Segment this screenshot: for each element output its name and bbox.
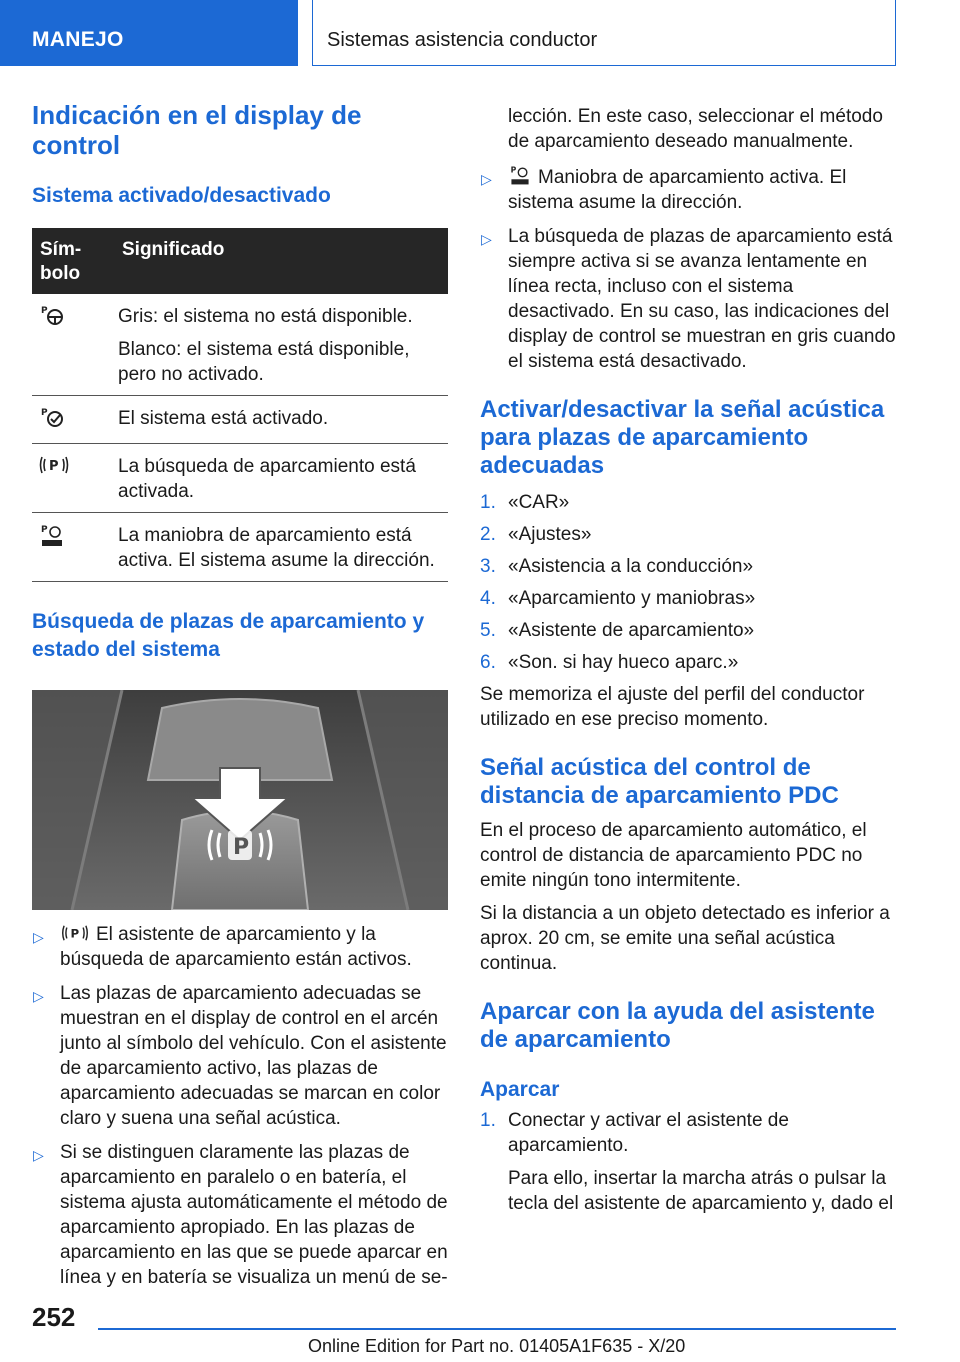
meaning-text: La maniobra de aparcamiento está activa. El sistema asume la dirección.	[118, 525, 435, 571]
footer-divider	[98, 1328, 896, 1330]
triangle-bullet-icon: ▷	[481, 231, 492, 247]
heading-aparcar: Aparcar	[480, 1078, 560, 1101]
triangle-bullet-icon: ▷	[33, 988, 44, 1004]
symbol-table	[32, 228, 448, 582]
list-item: 4. «Aparcamiento y maniobras»	[480, 588, 756, 609]
meaning-text: El sistema está activado.	[118, 408, 329, 429]
triangle-bullet-icon: ▷	[33, 1147, 44, 1163]
step-text: Para ello, insertar la marcha atrás o pulsar la tecla del asistente de aparcamiento y, dado el	[508, 1168, 894, 1214]
step-text: «Son. si hay hueco aparc.»	[508, 652, 739, 673]
heading-system-status: Sistema activado/desactivado	[32, 184, 331, 207]
pdc-text-1: En el proceso de aparcamiento automático, el control de distancia de aparcamiento PDC no emite ningún tono intermitente.	[480, 820, 867, 891]
triangle-bullet-icon: ▷	[481, 171, 492, 187]
parking-assistant-on-icon	[38, 406, 66, 428]
step-text: Conectar y activar el asistente de aparcamiento.	[508, 1110, 789, 1156]
meaning-text: La búsqueda de aparcamiento está activada.	[118, 456, 416, 502]
step-text: «Asistencia a la conducción»	[508, 556, 754, 577]
menu-steps	[480, 490, 896, 675]
list-item	[480, 224, 896, 374]
svg-text:P: P	[49, 459, 59, 474]
page-header	[0, 0, 960, 66]
svg-text:P: P	[233, 835, 250, 860]
parking-search-bullets	[32, 922, 448, 1290]
bullet-text: Las plazas de aparcamiento adecuadas se muestran en el display de control en el arcén junto al símbolo del vehículo. Con el asistente de aparcamiento activo, las plazas de aparcamiento adecuadas se marcan en color claro y suena una señal acústica.	[60, 983, 447, 1129]
bullet-text: Si se distinguen claramente las plazas de aparcamiento en paralelo o en batería, el sistema ajusta automáticamente el método de aparcamiento apropiado. En las plazas de aparcamiento en las que se puede aparcar en línea y en batería se visualiza un menú de se-	[60, 1142, 448, 1288]
list-item	[480, 164, 896, 215]
table-cell-icon	[32, 513, 114, 582]
list-item: 1. Conectar y activar el asistente de aparcamiento. Para ello, insertar la marcha atrás o pulsar la tecla del asistente de aparcamiento y, dado el	[480, 1108, 896, 1216]
table-row	[32, 444, 448, 513]
table-cell-icon	[32, 396, 114, 444]
park-steps	[480, 1108, 896, 1216]
step-text: «Aparcamiento y maniobras»	[508, 588, 756, 609]
svg-text:P: P	[41, 525, 48, 535]
table-cell-meaning	[114, 294, 448, 396]
table-row	[32, 396, 448, 444]
list-item	[32, 1140, 448, 1290]
list-item: 2. «Ajustes»	[480, 524, 592, 545]
table-cell-icon	[32, 294, 114, 396]
chapter-tab	[312, 0, 896, 66]
section-label: MANEJO	[32, 28, 124, 51]
step-text: «Asistente de aparcamiento»	[508, 620, 755, 641]
heading-parking-search: Búsqueda de plazas de aparcamiento y estado del sistema	[32, 610, 425, 661]
bullet-text: La búsqueda de plazas de aparcamiento está siempre activa si se avanza lentamente en línea recta, incluso con el sistema desactivado. En su caso, las indicaciones del display de control se muestran en gris cuando el sistema está desactivado.	[508, 226, 896, 372]
heading-pdc: Señal acústica del control de distancia de aparcamiento PDC	[480, 754, 839, 809]
table-cell-meaning	[114, 396, 448, 444]
list-item: 5. «Asistente de aparcamiento»	[480, 620, 755, 641]
table-row	[32, 513, 448, 582]
page-number: 252	[32, 1302, 76, 1332]
step-text: «Ajustes»	[508, 524, 592, 545]
heading-acoustic-signal: Activar/desactivar la señal acústica para plazas de aparcamiento adecuadas	[480, 396, 885, 479]
list-item: 1. «CAR»	[480, 492, 570, 513]
step-text: «CAR»	[508, 492, 570, 513]
svg-text:P: P	[70, 926, 80, 941]
parking-auto-steer-icon	[508, 164, 532, 186]
right-bullets	[480, 164, 896, 374]
pdc-text-2: Si la distancia a un objeto detectado es inferior a aprox. 20 cm, se emite una señal acústica continua.	[480, 903, 890, 974]
continuation-text: lección. En este caso, seleccionar el método de aparcamiento deseado manualmente.	[508, 106, 883, 152]
edition-text: Online Edition for Part no. 01405A1F635 - X/20	[308, 1336, 686, 1356]
table-cell-meaning	[114, 513, 448, 582]
parking-space-search-icon	[60, 923, 90, 943]
svg-text:P: P	[41, 306, 48, 316]
parking-assistant-off-icon	[38, 304, 66, 326]
heading-park-assist: Aparcar con la ayuda del asistente de aparcamiento	[480, 998, 875, 1053]
table-header-symbol: Sím- bolo	[32, 228, 114, 294]
table-cell-meaning	[114, 444, 448, 513]
table-row	[32, 294, 448, 396]
memo-text: Se memoriza el ajuste del perfil del conductor utilizado en ese preciso momento.	[480, 684, 865, 730]
bullet-text: El asistente de aparcamiento y la búsqueda de aparcamiento están activos.	[60, 924, 412, 970]
control-display-illustration	[32, 690, 448, 910]
svg-text:P: P	[41, 408, 48, 418]
svg-text:P: P	[510, 165, 517, 175]
list-item	[32, 922, 448, 972]
right-column	[480, 104, 896, 1223]
table-cell-icon	[32, 444, 114, 513]
bullet-text: Maniobra de aparcamiento activa. El sistema asume la dirección.	[508, 167, 847, 213]
list-item	[32, 981, 448, 1131]
heading-display: Indicación en el display de control	[32, 100, 362, 160]
parking-auto-steer-icon	[38, 523, 66, 547]
left-column	[32, 100, 448, 1299]
chapter-label: Sistemas asistencia conductor	[327, 29, 598, 51]
list-item: 3. «Asistencia a la conducción»	[480, 556, 754, 577]
meaning-text: Gris: el sistema no está disponible.	[118, 306, 413, 327]
meaning-text: Blanco: el sistema está disponible, pero no activado.	[118, 339, 410, 385]
parking-space-search-icon	[38, 454, 70, 476]
list-item: 6. «Son. si hay hueco aparc.»	[480, 652, 739, 673]
table-header-meaning: Significado	[114, 228, 448, 294]
parking-scene-graphic	[32, 690, 448, 910]
triangle-bullet-icon: ▷	[33, 929, 44, 945]
section-tab	[0, 0, 298, 66]
